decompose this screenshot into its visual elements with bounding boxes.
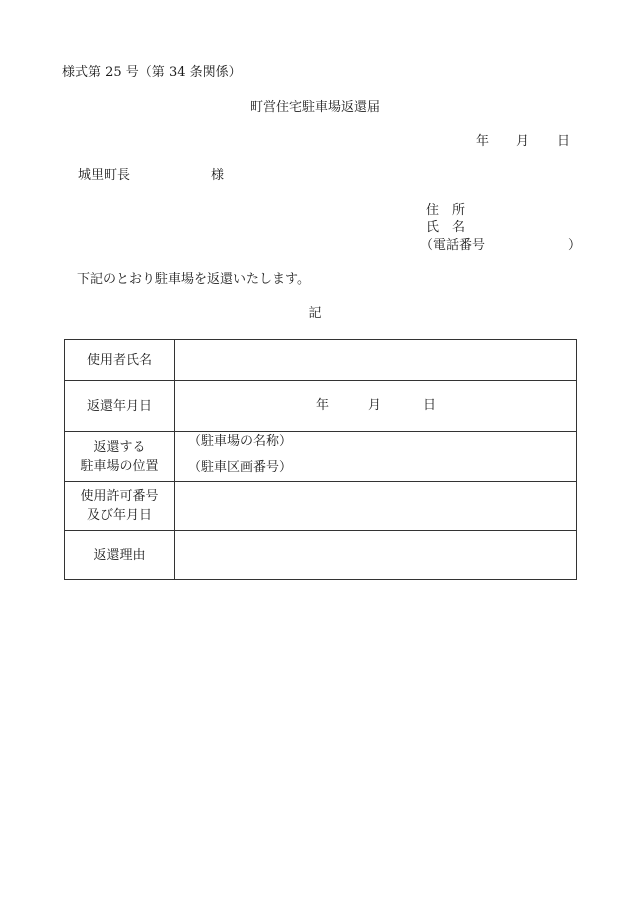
ki-heading: 記: [308, 306, 322, 321]
applicant-name-label: 氏 名: [426, 220, 466, 235]
parking-location-label-line2: 駐車場の位置: [80, 458, 159, 474]
applicant-phone-close: ）: [568, 238, 582, 253]
parking-location-label-line1: 返還する: [93, 439, 146, 455]
parking-location-label: [65, 432, 175, 482]
return-date-year-label: 年: [316, 398, 330, 413]
return-date-label: 返還年月日: [65, 381, 175, 432]
addressee-honorific: 様: [211, 168, 225, 183]
permit-number-label: [65, 482, 175, 531]
table-row-permit-number: [65, 482, 577, 531]
date-month-label: 月: [516, 134, 530, 149]
return-date-month-label: 月: [368, 398, 382, 413]
form-number: 様式第 25 号（第 34 条関係）: [62, 65, 242, 80]
document-title: 町営住宅駐車場返還届: [249, 100, 380, 115]
applicant-phone-label: （電話番号: [420, 238, 486, 253]
table-row-return-reason: [65, 531, 577, 580]
date-day-label: 日: [557, 134, 571, 149]
permit-number-label-line2: 及び年月日: [86, 508, 152, 523]
return-form-table: [64, 339, 577, 580]
return-reason-field[interactable]: [175, 531, 577, 580]
permit-number-field[interactable]: [175, 482, 577, 531]
statement-text: 下記のとおり駐車場を返還いたします。: [77, 272, 310, 287]
table-row-user-name: [65, 340, 577, 381]
parking-space-number-label: （駐車区画番号）: [188, 460, 293, 475]
date-year-label: 年: [476, 134, 490, 149]
table-row-return-date: [65, 381, 577, 432]
permit-number-label-line1: 使用許可番号: [80, 489, 159, 504]
parking-lot-name-label: （駐車場の名称）: [188, 434, 293, 449]
return-date-day-label: 日: [423, 398, 437, 413]
user-name-label: 使用者氏名: [65, 340, 175, 381]
table-row-parking-location: [65, 432, 577, 482]
addressee-name: 城里町長: [78, 168, 131, 183]
user-name-field[interactable]: [175, 340, 577, 381]
return-date-field[interactable]: [175, 381, 577, 432]
return-reason-label: 返還理由: [65, 531, 175, 580]
applicant-address-label: 住 所: [426, 203, 466, 218]
parking-location-field[interactable]: [175, 432, 577, 482]
